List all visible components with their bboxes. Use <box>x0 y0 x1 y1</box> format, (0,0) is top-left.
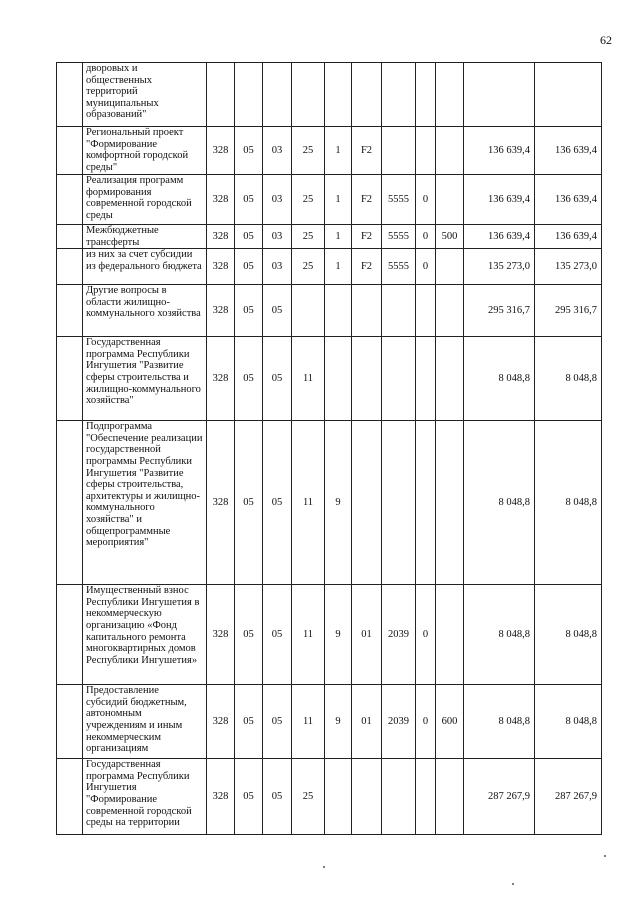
table-row <box>57 337 602 421</box>
row-blank-cell <box>57 127 83 175</box>
row-amount-2: 136 639,4 <box>535 175 602 225</box>
row-program: 25 <box>292 127 325 175</box>
row-direction-sub: 0 <box>416 685 436 759</box>
row-name: Имущественный взнос Республики Ингушетия в некоммерческую организацию «Фонд капитального ремонта многоквартирных домов Республики Ингушетия» <box>83 585 207 685</box>
scan-speck <box>512 883 514 885</box>
row-expense-type <box>436 249 464 285</box>
row-amount-2: 8 048,8 <box>535 337 602 421</box>
row-blank-cell <box>57 285 83 337</box>
table-row <box>57 421 602 585</box>
row-blank-cell <box>57 225 83 249</box>
row-project <box>352 759 382 835</box>
row-expense-type <box>436 285 464 337</box>
row-subsection: 05 <box>263 585 292 685</box>
row-program: 11 <box>292 585 325 685</box>
row-subprogram: 9 <box>325 585 352 685</box>
row-admin-code: 328 <box>207 225 235 249</box>
row-direction-code: 5555 <box>382 175 416 225</box>
row-amount-1: 287 267,9 <box>464 759 535 835</box>
row-admin-code: 328 <box>207 285 235 337</box>
row-blank-cell <box>57 421 83 585</box>
row-blank-cell <box>57 337 83 421</box>
table-row <box>57 685 602 759</box>
row-amount-1: 136 639,4 <box>464 225 535 249</box>
row-project: F2 <box>352 175 382 225</box>
row-direction-sub <box>416 63 436 127</box>
row-section: 05 <box>235 585 263 685</box>
row-blank-cell <box>57 685 83 759</box>
row-amount-1: 136 639,4 <box>464 127 535 175</box>
row-subsection: 03 <box>263 127 292 175</box>
row-section: 05 <box>235 759 263 835</box>
row-name: Межбюджетные трансферты <box>83 225 207 249</box>
row-amount-1: 136 639,4 <box>464 175 535 225</box>
scan-speck <box>323 866 325 868</box>
row-blank-cell <box>57 63 83 127</box>
row-subprogram: 9 <box>325 685 352 759</box>
table-row <box>57 175 602 225</box>
row-section: 05 <box>235 127 263 175</box>
row-blank-cell <box>57 759 83 835</box>
row-amount-2: 136 639,4 <box>535 127 602 175</box>
budget-table <box>56 62 602 835</box>
row-expense-type <box>436 759 464 835</box>
row-direction-sub <box>416 127 436 175</box>
row-subprogram: 1 <box>325 225 352 249</box>
row-program: 25 <box>292 175 325 225</box>
row-program <box>292 285 325 337</box>
row-expense-type <box>436 337 464 421</box>
row-amount-1 <box>464 63 535 127</box>
row-project <box>352 285 382 337</box>
table-row <box>57 127 602 175</box>
row-section: 05 <box>235 337 263 421</box>
row-expense-type: 500 <box>436 225 464 249</box>
row-subsection: 05 <box>263 759 292 835</box>
row-expense-type <box>436 63 464 127</box>
row-name: из них за счет субсидии из федерального бюджета <box>83 249 207 285</box>
row-program: 25 <box>292 225 325 249</box>
row-admin-code: 328 <box>207 685 235 759</box>
row-name: Предоставление субсидий бюджетным, автономным учреждениям и иным некоммерческим организациям <box>83 685 207 759</box>
row-admin-code: 328 <box>207 759 235 835</box>
row-project <box>352 63 382 127</box>
row-direction-code <box>382 127 416 175</box>
row-expense-type <box>436 421 464 585</box>
row-program: 25 <box>292 249 325 285</box>
row-subprogram: 1 <box>325 127 352 175</box>
row-subprogram <box>325 285 352 337</box>
row-section: 05 <box>235 421 263 585</box>
scan-speck <box>604 855 606 857</box>
row-direction-sub: 0 <box>416 249 436 285</box>
row-program: 25 <box>292 759 325 835</box>
row-name: Другие вопросы в области жилищно-коммунального хозяйства <box>83 285 207 337</box>
row-name: Региональный проект "Формирование комфортной городской среды" <box>83 127 207 175</box>
row-name: дворовых и общественных территорий муниципальных образований" <box>83 63 207 127</box>
table-row <box>57 285 602 337</box>
row-name: Реализация программ формирования современной городской среды <box>83 175 207 225</box>
row-subprogram: 1 <box>325 175 352 225</box>
row-direction-code: 5555 <box>382 225 416 249</box>
row-subprogram: 1 <box>325 249 352 285</box>
row-amount-2: 8 048,8 <box>535 685 602 759</box>
row-direction-code <box>382 63 416 127</box>
row-amount-2: 8 048,8 <box>535 421 602 585</box>
row-admin-code: 328 <box>207 175 235 225</box>
row-program: 11 <box>292 421 325 585</box>
row-section: 05 <box>235 225 263 249</box>
row-program: 11 <box>292 337 325 421</box>
row-direction-sub <box>416 759 436 835</box>
row-amount-1: 8 048,8 <box>464 685 535 759</box>
row-amount-2: 136 639,4 <box>535 225 602 249</box>
row-section: 05 <box>235 685 263 759</box>
row-blank-cell <box>57 585 83 685</box>
row-section <box>235 63 263 127</box>
row-direction-code <box>382 285 416 337</box>
row-amount-1: 135 273,0 <box>464 249 535 285</box>
row-section: 05 <box>235 175 263 225</box>
page-number: 62 <box>600 33 612 47</box>
row-admin-code: 328 <box>207 127 235 175</box>
table-row <box>57 63 602 127</box>
row-subsection: 05 <box>263 285 292 337</box>
row-amount-1: 295 316,7 <box>464 285 535 337</box>
row-direction-code: 5555 <box>382 249 416 285</box>
row-subsection: 03 <box>263 175 292 225</box>
row-program: 11 <box>292 685 325 759</box>
row-expense-type <box>436 585 464 685</box>
row-subprogram: 9 <box>325 421 352 585</box>
row-amount-2 <box>535 63 602 127</box>
row-program <box>292 63 325 127</box>
row-project: F2 <box>352 127 382 175</box>
row-blank-cell <box>57 175 83 225</box>
row-subsection: 05 <box>263 337 292 421</box>
row-expense-type <box>436 175 464 225</box>
row-name: Государственная программа Республики Ингушетия "Развитие сферы строительства и жилищно-коммунального хозяйства" <box>83 337 207 421</box>
row-amount-1: 8 048,8 <box>464 421 535 585</box>
row-expense-type: 600 <box>436 685 464 759</box>
row-amount-2: 135 273,0 <box>535 249 602 285</box>
row-amount-2: 287 267,9 <box>535 759 602 835</box>
row-direction-code: 2039 <box>382 585 416 685</box>
row-subsection: 05 <box>263 421 292 585</box>
row-blank-cell <box>57 249 83 285</box>
row-subsection <box>263 63 292 127</box>
table-row <box>57 585 602 685</box>
row-admin-code: 328 <box>207 249 235 285</box>
row-project: F2 <box>352 225 382 249</box>
row-subprogram <box>325 63 352 127</box>
row-project <box>352 421 382 585</box>
table-row <box>57 249 602 285</box>
row-name: Государственная программа Республики Ингушетия "Формирование современной городской среды на территории <box>83 759 207 835</box>
row-project: F2 <box>352 249 382 285</box>
row-direction-sub <box>416 285 436 337</box>
row-subsection: 03 <box>263 225 292 249</box>
row-admin-code: 328 <box>207 337 235 421</box>
row-direction-code: 2039 <box>382 685 416 759</box>
row-name: Подпрограмма "Обеспечение реализации государственной программы Республики Ингушетия "Развитие сферы строительства, архитектуры и жилищно-коммунального хозяйства" и общепрограммные мероприятия" <box>83 421 207 585</box>
row-admin-code <box>207 63 235 127</box>
row-direction-sub <box>416 421 436 585</box>
row-section: 05 <box>235 285 263 337</box>
row-amount-2: 295 316,7 <box>535 285 602 337</box>
row-subprogram <box>325 337 352 421</box>
row-amount-1: 8 048,8 <box>464 337 535 421</box>
row-direction-sub <box>416 337 436 421</box>
row-direction-code <box>382 337 416 421</box>
row-direction-code <box>382 759 416 835</box>
row-amount-2: 8 048,8 <box>535 585 602 685</box>
row-admin-code: 328 <box>207 585 235 685</box>
row-subsection: 05 <box>263 685 292 759</box>
row-direction-sub: 0 <box>416 585 436 685</box>
row-direction-code <box>382 421 416 585</box>
row-subsection: 03 <box>263 249 292 285</box>
row-direction-sub: 0 <box>416 225 436 249</box>
row-project <box>352 337 382 421</box>
row-admin-code: 328 <box>207 421 235 585</box>
row-expense-type <box>436 127 464 175</box>
row-direction-sub: 0 <box>416 175 436 225</box>
budget-table-body <box>57 63 602 835</box>
row-amount-1: 8 048,8 <box>464 585 535 685</box>
row-subprogram <box>325 759 352 835</box>
table-row <box>57 759 602 835</box>
row-section: 05 <box>235 249 263 285</box>
table-row <box>57 225 602 249</box>
row-project: 01 <box>352 685 382 759</box>
row-project: 01 <box>352 585 382 685</box>
